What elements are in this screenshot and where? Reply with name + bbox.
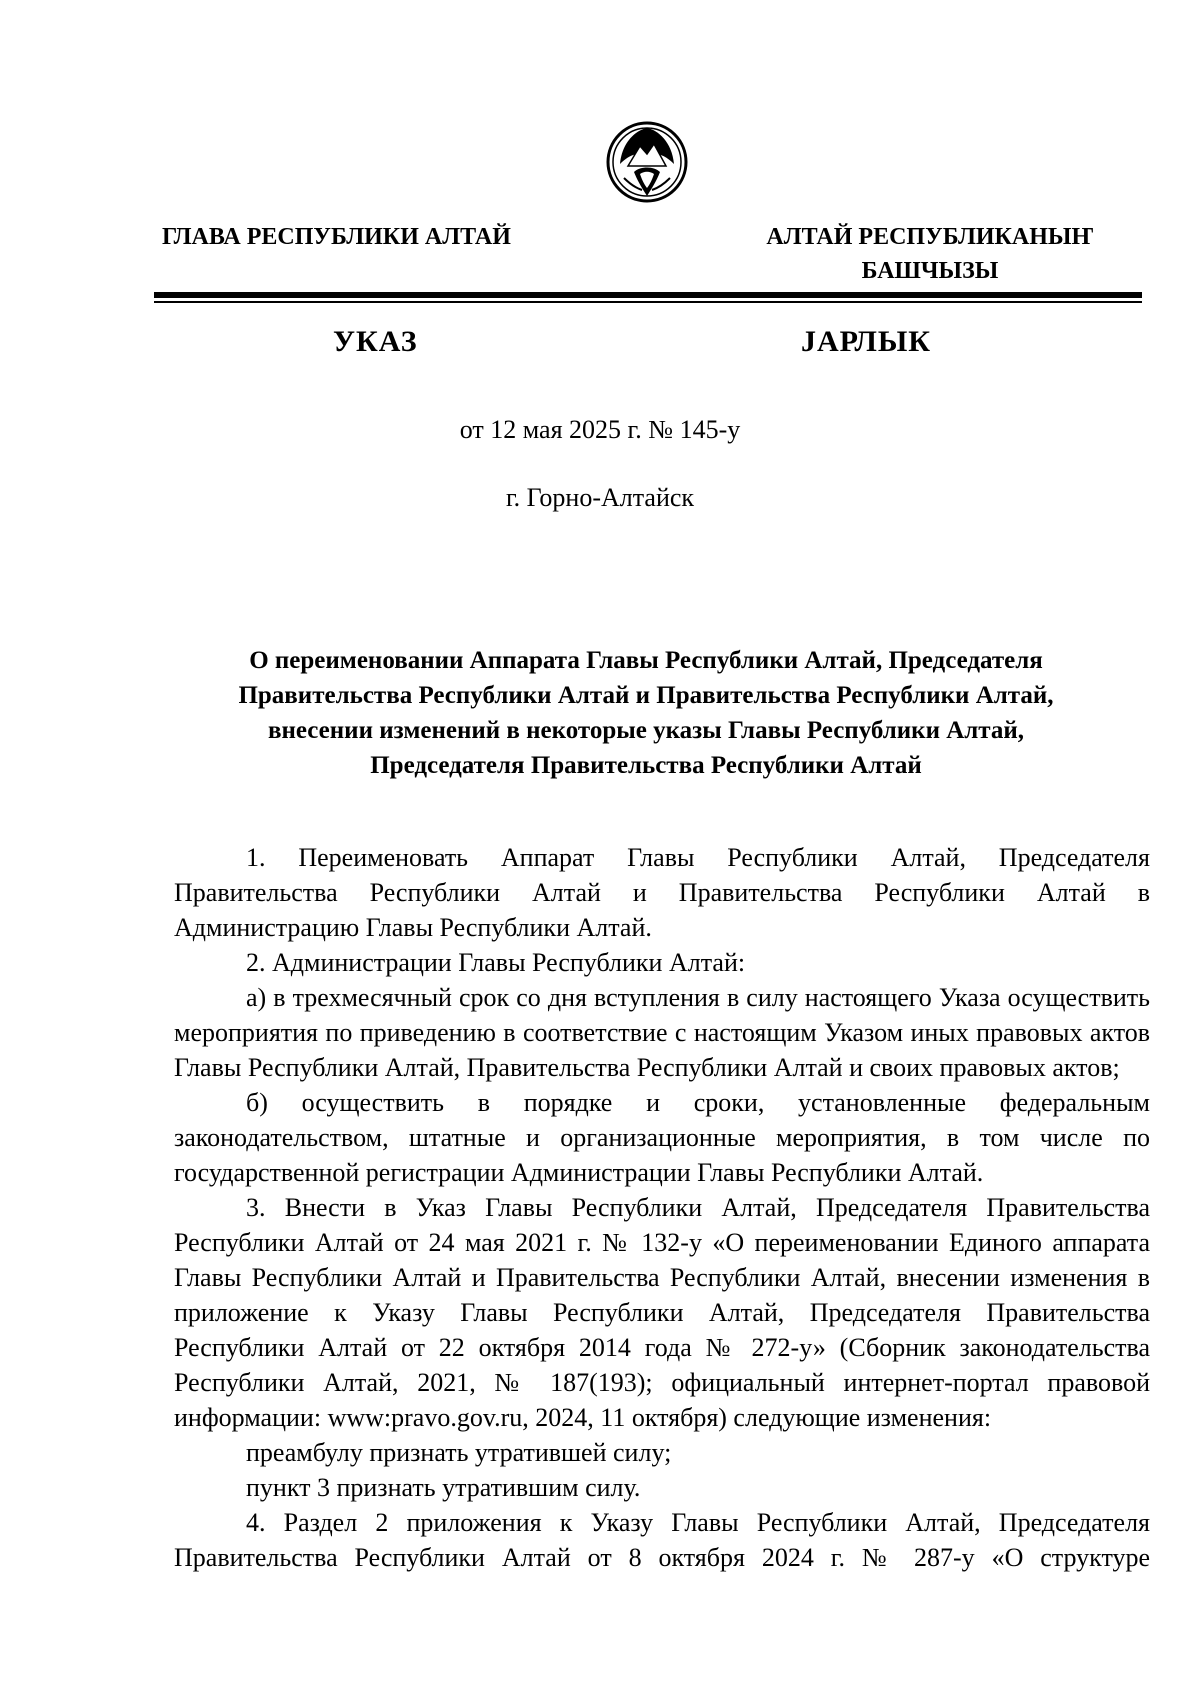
header-authority-alt-line2: БАШЧЫЗЫ [861, 258, 999, 284]
clause-4: 4. Раздел 2 приложения к Указу Главы Республики Алтай, Председателя Правительства Республики Алтай от 8 октября 2024 г. № 287-у «О структуре [174, 1508, 1150, 1572]
clause-2a: а) в трехмесячный срок со дня вступления в силу настоящего Указа осуществить мероприятия по приведению в соответствие с настоящим Указом иных правовых актов Главы Республики Алтай, Правительства Республики Алтай и своих правовых актов; [174, 983, 1150, 1082]
decree-title-line: Председателя Правительства Республики Алтай [370, 752, 922, 779]
decree-body [174, 840, 1150, 1575]
header-authority-alt [740, 220, 1120, 288]
decree-date-number: от 12 мая 2025 г. № 145-у [459, 415, 741, 444]
clause-2: 2. Администрации Главы Республики Алтай: [246, 948, 746, 977]
clause-1: 1. Переименовать Аппарат Главы Республики Алтай, Председателя Правительства Республики Алтай и Правительства Республики Алтай в Администрацию Главы Республики Алтай. [174, 843, 1150, 942]
decree-city: г. Горно-Алтайск [505, 483, 695, 512]
clause-2b: б) осуществить в порядке и сроки, установленные федеральным законодательством, штатные и организационные мероприятия, в том числе по государственной регистрации Администрации Главы Республики Алтай. [174, 1088, 1150, 1187]
decree-title-line: О переименовании Аппарата Главы Республики Алтай, Председателя [249, 647, 1043, 674]
header-authority-ru: ГЛАВА РЕСПУБЛИКИ АЛТАЙ [162, 224, 511, 250]
header-authority-alt-line1: АЛТАЙ РЕСПУБЛИКАНЫҤ [766, 224, 1094, 250]
decree-title [154, 643, 1138, 783]
doc-type-alt: ЈАРЛЫК [801, 325, 932, 358]
header-divider-thick [154, 292, 1142, 298]
clause-3: 3. Внести в Указ Главы Республики Алтай, Председателя Правительства Республики Алтай от 24 мая 2021 г. № 132-у «О переименовании Единого аппарата Главы Республики Алтай и Правительства Республики Алтай, внесении изменения в приложение к Указу Главы Республики Алтай, Председателя Правительства Республики Алтай от 22 октября 2014 года № 272-у» (Сборник законодательства Республики Алтай, 2021, № 187(193); официальный интернет-портал правовой информации: www:pravo.gov.ru, 2024, 11 октября) следующие изменения: [174, 1193, 1150, 1432]
clause-3b: пункт 3 признать утратившим силу. [246, 1473, 641, 1502]
doc-type-ru: УКАЗ [333, 325, 418, 358]
decree-title-line: Правительства Республики Алтай и Правительства Республики Алтай, [238, 682, 1054, 709]
decree-title-line: внесении изменений в некоторые указы Главы Республики Алтай, [267, 717, 1025, 744]
coat-of-arms-icon [606, 116, 688, 208]
clause-3a: преамбулу признать утратившей силу; [246, 1438, 672, 1467]
header-divider-thin [154, 301, 1142, 303]
